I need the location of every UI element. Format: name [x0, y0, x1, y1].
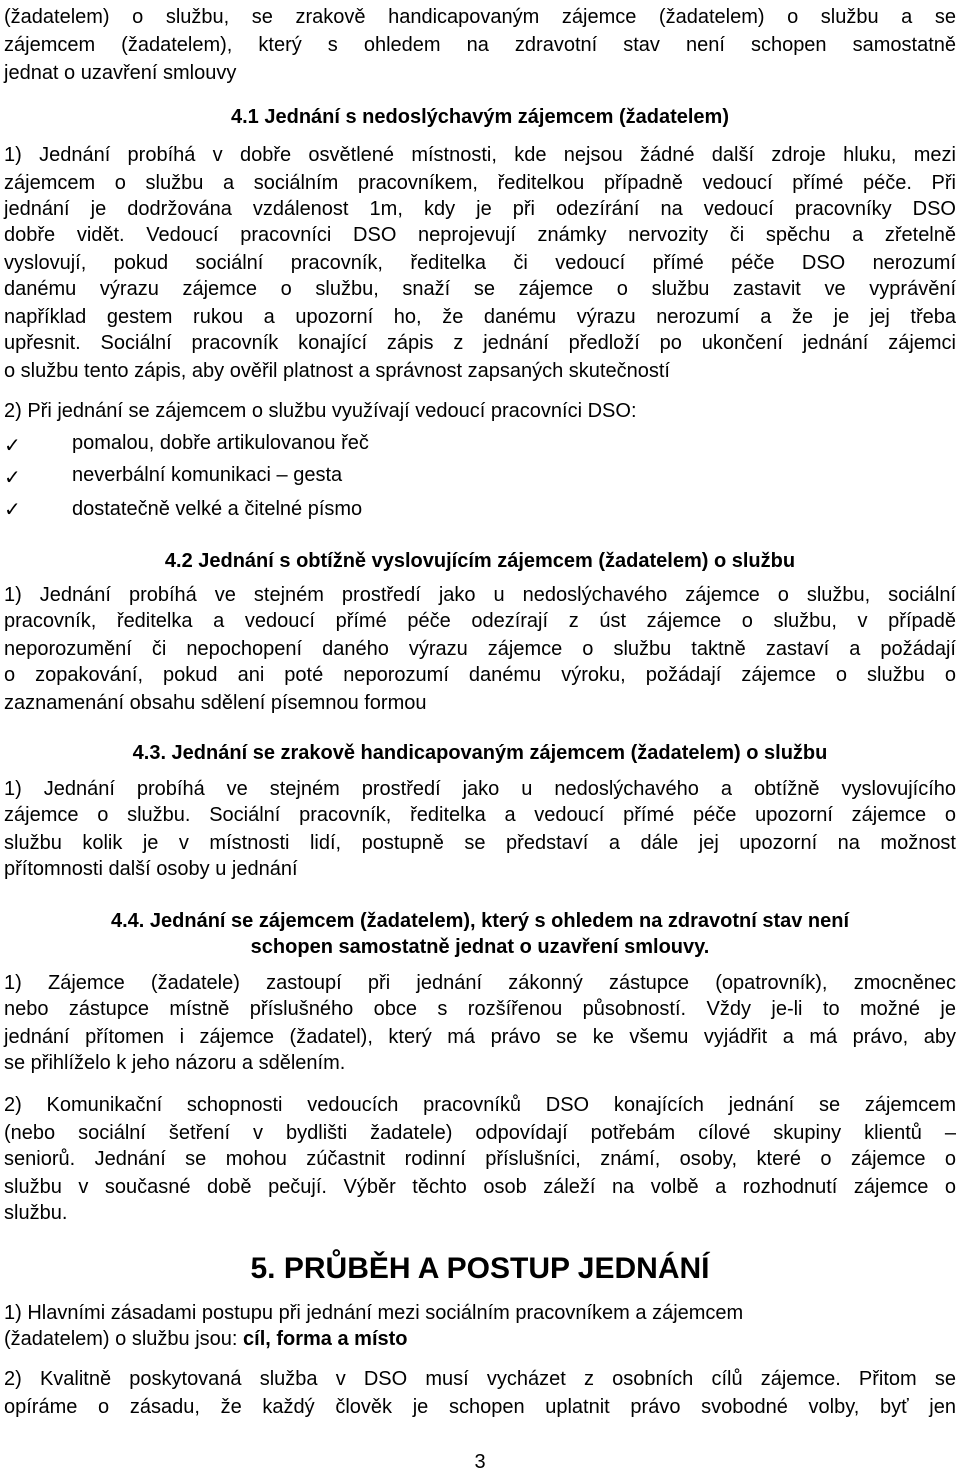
section-4-4-heading: 4.4. Jednání se zájemcem (žadatelem), který s ohledem na zdravotní stav není [110, 910, 850, 932]
intro-line-2: zájemcem (žadatelem), který s ohledem na zdravotní stav není schopen samostatně [4, 34, 956, 56]
section-4-2-heading: 4.2 Jednání s obtížně vyslovujícím zájemcem (žadatelem) o službu [164, 550, 796, 572]
paragraph-line: opíráme o zásadu, že každý člověk je schopen uplatnit právo svobodné volby, byť jen [4, 1396, 956, 1418]
paragraph-line: nebo zástupce místně příslušného obce s rozšířenou působností. Vždy je-li to možné je [4, 998, 956, 1020]
section-4-1-heading: 4.1 Jednání s nedoslýchavým zájemcem (žadatelem) [231, 106, 729, 128]
paragraph-line: zaznamenání obsahu sdělení písemnou formou [4, 692, 427, 714]
paragraph-line: 1) Jednání probíhá ve stejném prostředí jako u nedoslýchavého zájemce o službu, sociální [4, 584, 956, 606]
checkmark-icon: ✓ [4, 497, 21, 521]
paragraph-line: službu kolik je v místnosti lidí, postupně se představí a dále jej upozorní na možnost [4, 832, 956, 854]
paragraph-line: dobře vidět. Vedoucí pracovníci DSO neprojevují známky nervozity či spěchu a zřetelně [4, 224, 956, 246]
paragraph-line: seniorů. Jednání se mohou zúčastnit rodinní příslušníci, známí, osoby, které o zájemce o [4, 1148, 956, 1170]
paragraph-line: zájemce o službu. Sociální pracovník, ředitelka a vedoucí přímé péče upozorní zájemce o [4, 804, 956, 826]
paragraph-line: 1) Zájemce (žadatele) zastoupí při jednání zákonný zástupce (opatrovník), zmocněnec [4, 972, 956, 994]
paragraph-line: neporozumění či nepochopení daného výrazu zájemce o službu taktně zastaví a požádají [4, 638, 956, 660]
paragraph-line: 2) Komunikační schopnosti vedoucích pracovníků DSO konajících jednání se zájemcem [4, 1094, 956, 1116]
intro-line-1: (žadatelem) o službu, se zrakově handicapovaným zájemce (žadatelem) o službu a se [4, 6, 956, 28]
paragraph-line: 1) Jednání probíhá ve stejném prostředí jako u nedoslýchavého a obtížně vyslovujícího [4, 778, 956, 800]
paragraph-line: například gestem rukou a upozorní ho, že danému výrazu nerozumí a že je jej třeba [4, 306, 956, 328]
paragraph-line: 2) Kvalitně poskytovaná služba v DSO musí vycházet z osobních cílů zájemce. Přitom se [4, 1368, 956, 1390]
paragraph-line: o službu tento zápis, aby ověřil platnost a správnost zapsaných skutečností [4, 360, 670, 382]
paragraph-line [4, 1326, 956, 1352]
paragraph-line: jednání je dodržována vzdálenost 1m, kdy je při odezírání na vedoucí pracovníky DSO [4, 198, 956, 220]
paragraph-line: danému výrazu zájemce o službu, snaží se zájemce o službu zastavit ve vyprávění [4, 278, 956, 300]
paragraph-line: 2) Při jednání se zájemcem o službu využívají vedoucí pracovníci DSO: [4, 400, 637, 422]
paragraph-line: 1) Jednání probíhá v dobře osvětlené místnosti, kde nejsou žádné další zdroje hluku, mezi [4, 144, 956, 166]
paragraph-text: (žadatelem) o službu jsou: [4, 1328, 244, 1350]
paragraph-line: pracovník, ředitelka a vedoucí přímé péče odezírají z úst zájemce o službu, v případě [4, 610, 956, 632]
paragraph-line: o zopakování, pokud ani poté neporozumí danému výroku, požádají zájemce o službu o [4, 664, 956, 686]
checkmark-icon: ✓ [4, 465, 21, 489]
section-4-3-heading: 4.3. Jednání se zrakově handicapovaným zájemcem (žadatelem) o službu [132, 742, 828, 764]
paragraph-line: vyslovují, pokud sociální pracovník, ředitelka či vedoucí přímé péče DSO nerozumí [4, 252, 956, 274]
emphasis-text: cíl, forma a místo [243, 1328, 408, 1350]
paragraph-line: 1) Hlavními zásadami postupu při jednání mezi sociálním pracovníkem a zájemcem [4, 1302, 744, 1324]
paragraph-line: přítomnosti další osoby u jednání [4, 858, 298, 880]
paragraph-line: službu. [4, 1202, 68, 1224]
page-number: 3 [474, 1451, 486, 1473]
checkmark-icon: ✓ [4, 433, 21, 457]
section-4-4-heading-cont: schopen samostatně jednat o uzavření smlouvy. [250, 936, 710, 958]
checklist-item: dostatečně velké a čitelné písmo [72, 498, 363, 520]
paragraph-line: upřesnit. Sociální pracovník konající zápis z jednání předloží po ukončení jednání zájemci [4, 332, 956, 354]
paragraph-line: jednání přítomen i zájemce (žadatel), který má právo se ke všemu vyjádřit a má právo, aby [4, 1026, 956, 1048]
intro-line-3: jednat o uzavření smlouvy [4, 62, 237, 84]
paragraph-line: (nebo sociální šetření v bydlišti žadatele) odpovídají potřebám cílové skupiny klientů – [4, 1122, 956, 1144]
chapter-5-heading: 5. PRŮBĚH A POSTUP JEDNÁNÍ [250, 1252, 710, 1285]
paragraph-line: službu v současné době pečují. Výběr těchto osob záleží na volbě a rozhodnutí zájemce o [4, 1176, 956, 1198]
paragraph-line: se přihlíželo k jeho názoru a sdělením. [4, 1052, 346, 1074]
checklist-item: pomalou, dobře artikulovanou řeč [72, 432, 369, 454]
paragraph-line: zájemcem o službu a sociálním pracovníkem, ředitelkou případně vedoucí přímé péče. Při [4, 172, 956, 194]
checklist-item: neverbální komunikaci – gesta [72, 464, 343, 486]
